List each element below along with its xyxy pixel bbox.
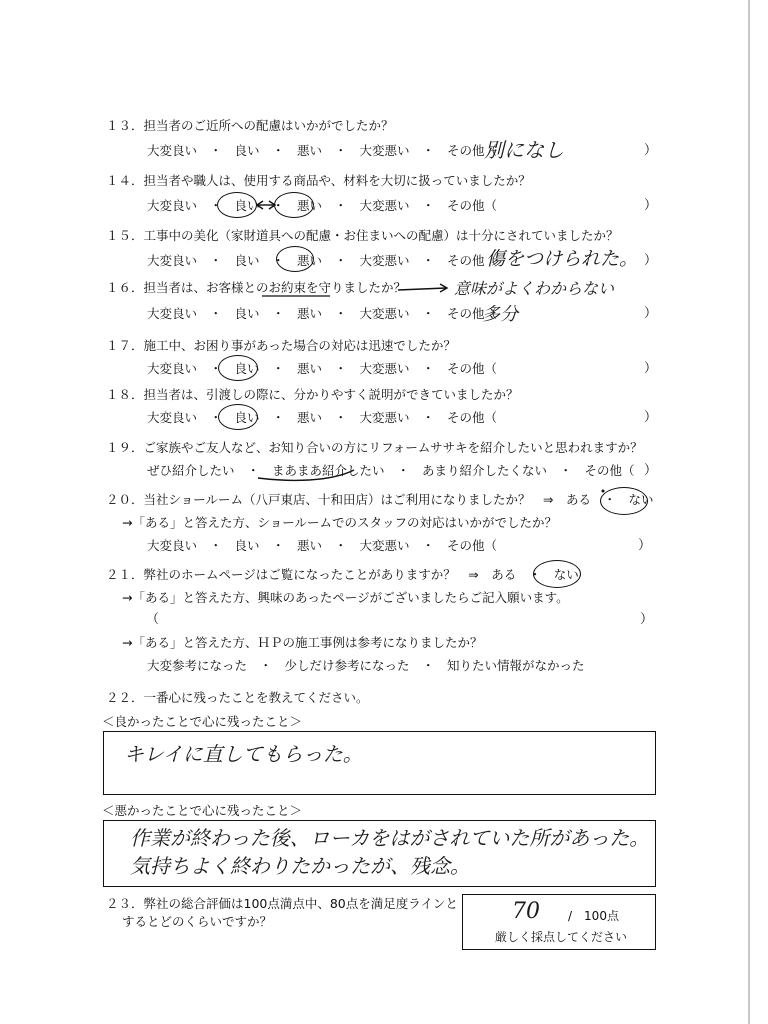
bad-comment-line1: 作業が終わった後、ローカをはがされていた所があった。	[130, 826, 650, 850]
options-16: 大変良い ・ 良い ・ 悪い ・ 大変悪い ・ その他（	[147, 306, 498, 321]
bad-heading: ＜悪かったことで心に残ったこと＞	[102, 803, 303, 818]
paren-close-20: ）	[638, 538, 652, 553]
paren-close-21: ）	[640, 612, 654, 627]
score-note: 厳しく採点してください	[495, 930, 628, 944]
bad-comment-line2: 気持ちよく終わりたかったが、残念。	[130, 854, 470, 878]
question-23-line2: するとどのくらいですか？	[122, 914, 273, 929]
options-18: 大変良い ・ 良い ・ 悪い ・ 大変悪い ・ その他（	[147, 410, 498, 425]
question-23-line1: ２３．弊社の総合評価は100点満点中、80点を満足度ラインと	[106, 896, 458, 911]
paren-close-13: ）	[644, 143, 658, 158]
paren-close-17: ）	[644, 361, 658, 376]
good-comment-text: キレイに直してもらった。	[124, 742, 363, 766]
paren-close-18: ）	[644, 410, 658, 425]
question-22: ２２．一番心に残ったことを教えてください。	[106, 690, 369, 705]
paren-close-14: ）	[644, 198, 658, 213]
handwritten-answer-13: 別になし	[484, 138, 564, 162]
subquestion-20: →「ある」と答えた方、ショールームでのスタッフの対応はいかがでしたか？	[122, 515, 557, 530]
paren-close-19: ）	[644, 463, 658, 478]
subquestion-21a: →「ある」と答えた方、興味のあったページがございましたらご記入願います。	[122, 590, 569, 605]
question-20: ２０．当社ショールーム（八戸東店、十和田店）はご利用になりましたか？ ⇒ ある ・ ない	[106, 492, 654, 507]
question-19: １９．ご家族やご友人など、お知り合いの方にリフォームササキを紹介したいと思われますか？	[106, 440, 643, 455]
question-13: １３．担当者のご近所への配慮はいかがでしたか？	[106, 118, 394, 133]
options-13: 大変良い ・ 良い ・ 悪い ・ 大変悪い ・ その他（	[147, 143, 498, 158]
options-20: 大変良い ・ 良い ・ 悪い ・ 大変悪い ・ その他（	[147, 538, 498, 553]
good-heading: ＜良かったことで心に残ったこと＞	[102, 714, 303, 729]
question-16: １６．担当者は、お客様とのお約束を守りましたか？	[106, 280, 407, 295]
options-17: 大変良い ・ 良い ・ 悪い ・ 大変悪い ・ その他（	[147, 361, 498, 376]
question-14: １４．担当者や職人は、使用する商品や、材料を大切に扱っていましたか？	[106, 173, 531, 188]
paren-close-15: ）	[644, 253, 658, 268]
paren-open-21: （	[146, 612, 160, 627]
question-18: １８．担当者は、引渡しの際に、分かりやすく説明ができていましたか？	[106, 387, 519, 402]
score-value: 70	[512, 899, 540, 924]
handwritten-answer-16: 多分	[482, 304, 518, 325]
options-19: ぜひ紹介したい ・ まあまあ紹介したい ・ あまり紹介したくない ・ その他（	[147, 463, 635, 478]
paren-close-16: ）	[644, 306, 658, 321]
score-suffix: / 100点	[568, 909, 619, 923]
options-21: 大変参考になった ・ 少しだけ参考になった ・ 知りたい情報がなかった	[147, 658, 585, 673]
question-17: １７．施工中、お困り事があった場合の対応は迅速でしたか？	[106, 338, 456, 353]
question-21: ２１．弊社のホームページはご覧になったことがありますか？ ⇒ ある ・ ない	[106, 567, 579, 582]
options-14: 大変良い ・ 良い ・ 悪い ・ 大変悪い ・ その他（	[147, 198, 498, 213]
options-15: 大変良い ・ 良い ・ 悪い ・ 大変悪い ・ その他（	[147, 253, 498, 268]
subquestion-21b: →「ある」と答えた方、ＨＰの施工事例は参考になりましたか？	[122, 635, 483, 650]
handwritten-answer-15: 傷をつけられた。	[486, 248, 639, 270]
handwritten-note-16: 意味がよくわからない	[454, 279, 615, 298]
question-15: １５．工事中の美化（家財道具への配慮・お住まいへの配慮）は十分にされていましたか？	[106, 228, 619, 243]
